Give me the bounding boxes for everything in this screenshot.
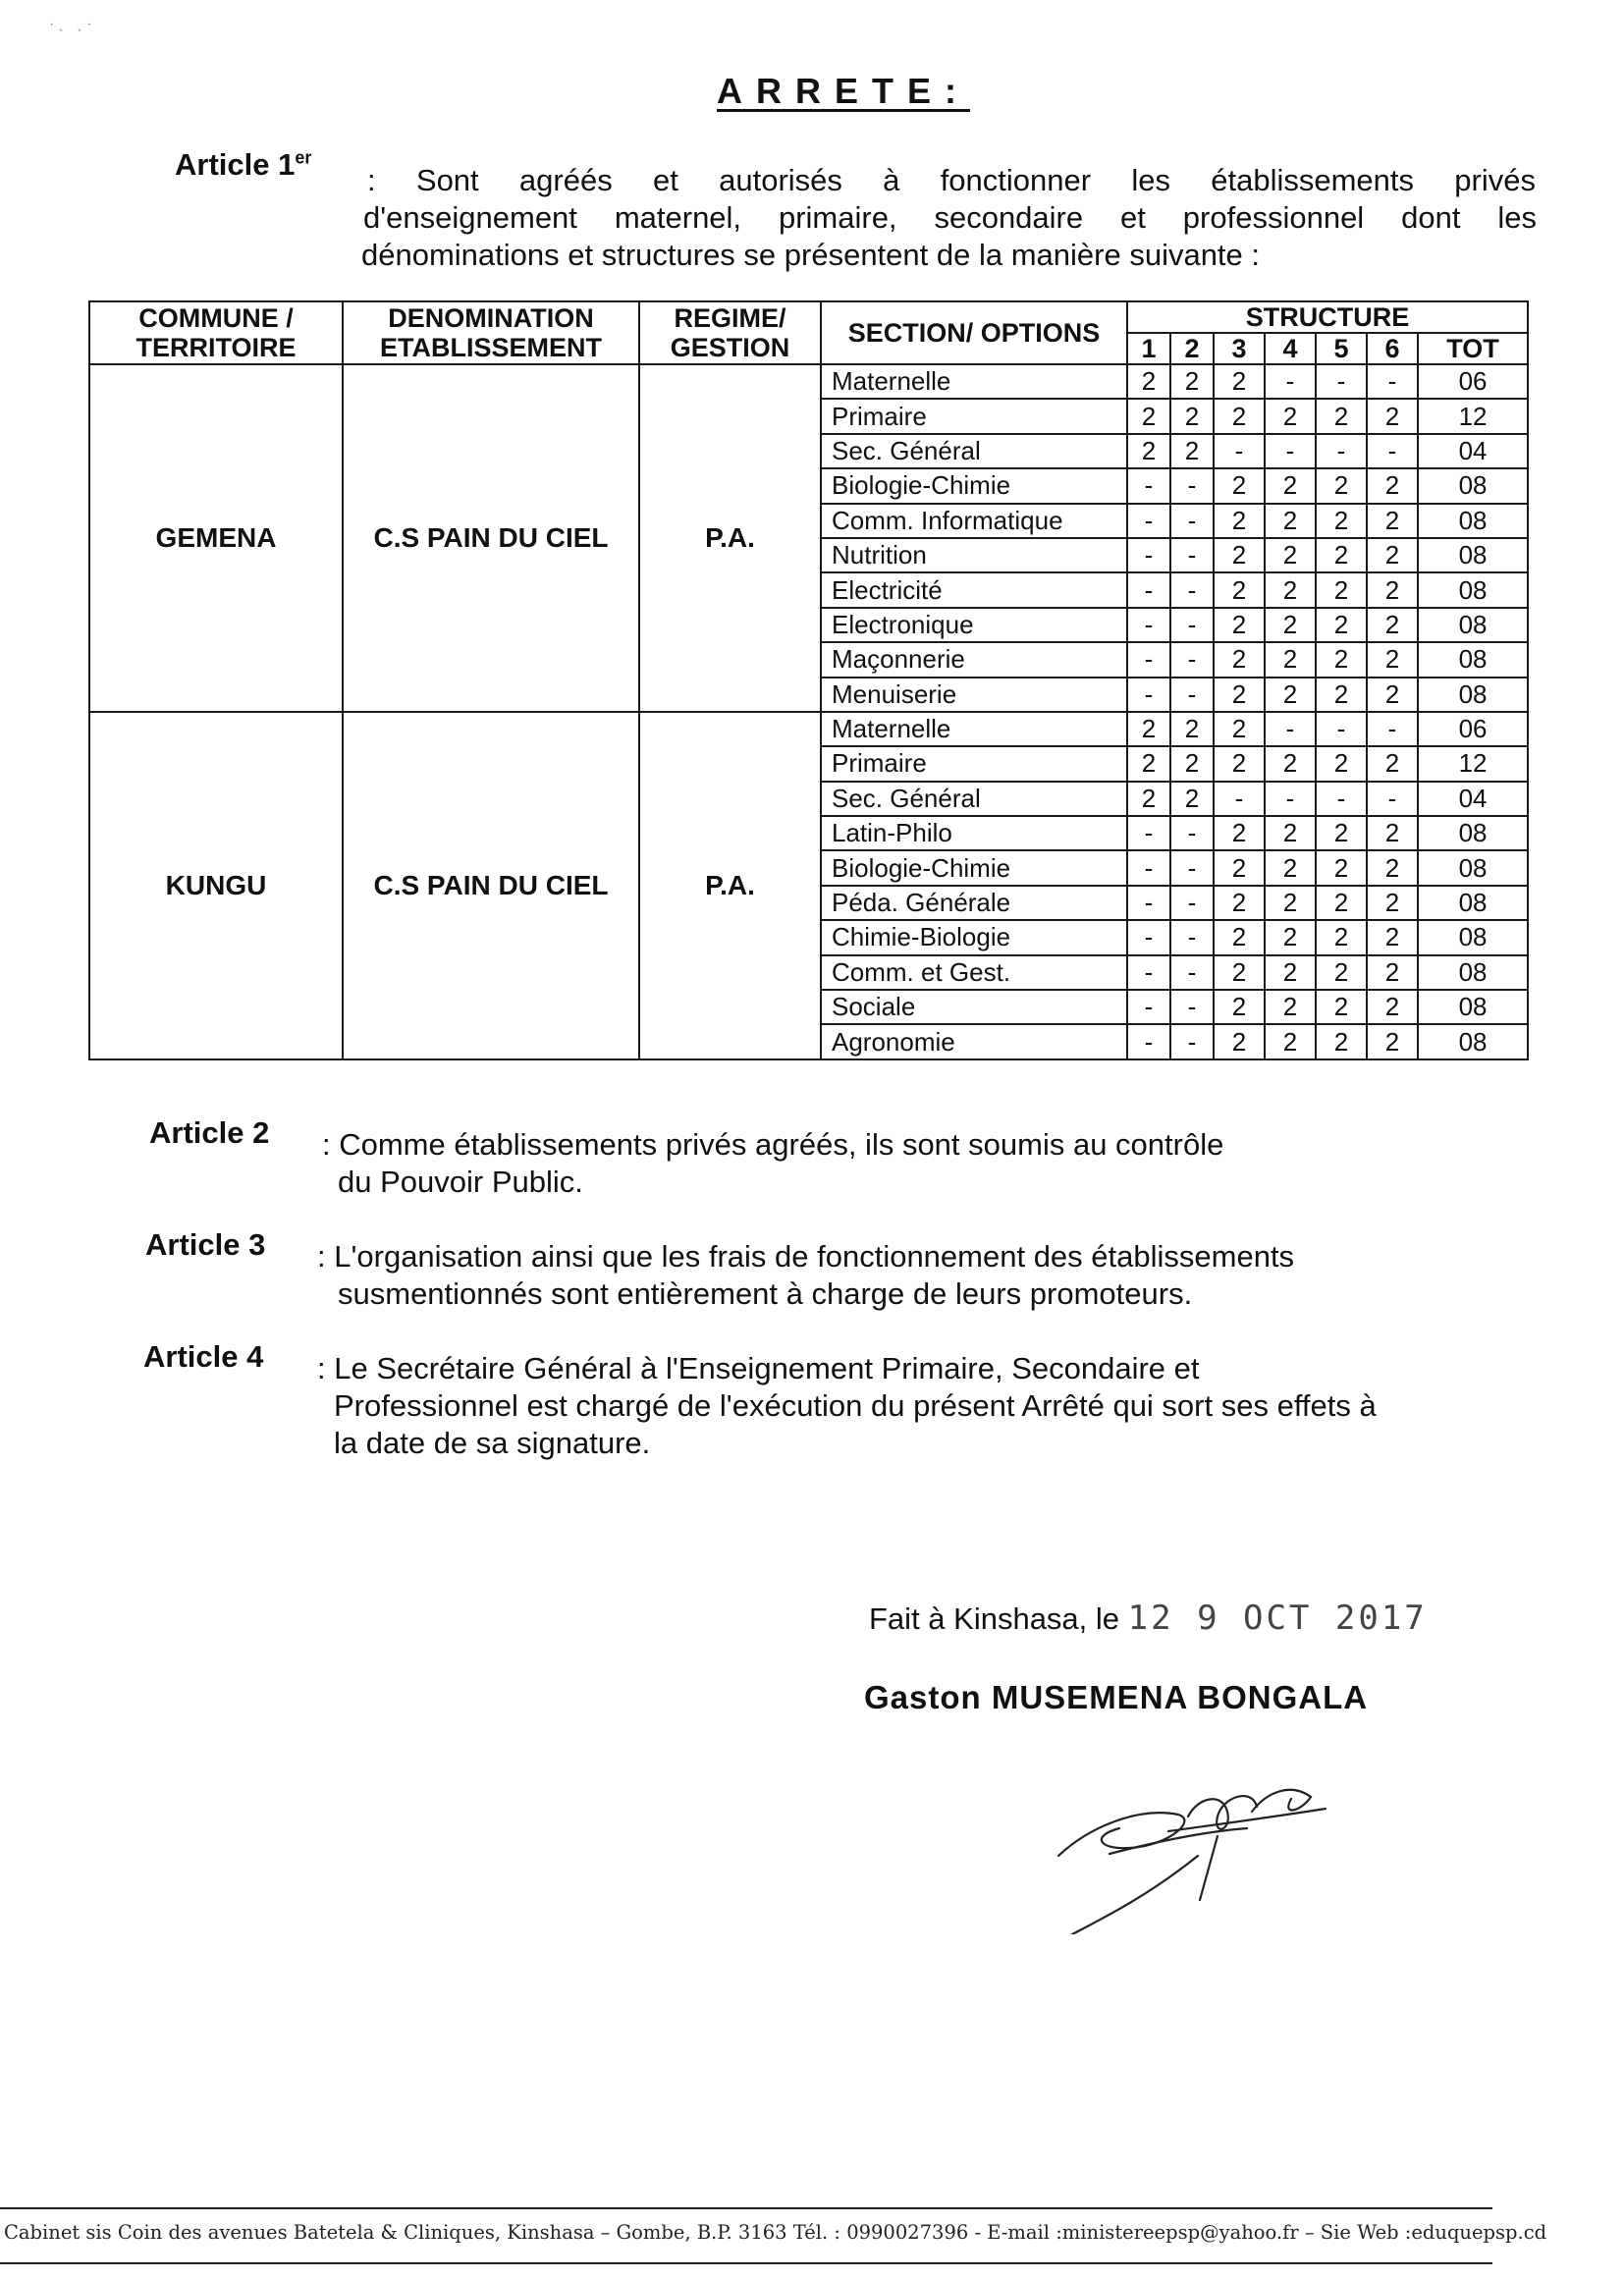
year-1-cell: - — [1127, 504, 1170, 538]
footer-rule-top — [0, 2207, 1492, 2209]
year-2-cell: - — [1170, 678, 1214, 712]
tot-cell: 08 — [1418, 572, 1528, 607]
year-4-cell: - — [1265, 782, 1316, 816]
year-2-cell: - — [1170, 572, 1214, 607]
year-4-cell: 2 — [1265, 990, 1316, 1024]
year-6-cell: 2 — [1367, 572, 1418, 607]
year-1-cell: 2 — [1127, 746, 1170, 781]
document-title: ARRETE: — [717, 71, 970, 111]
year-3-cell: 2 — [1214, 399, 1265, 433]
year-5-cell: - — [1316, 434, 1367, 468]
year-4-cell: 2 — [1265, 399, 1316, 433]
year-1-cell: 2 — [1127, 712, 1170, 746]
year-4-cell: - — [1265, 712, 1316, 746]
year-3-cell: 2 — [1214, 504, 1265, 538]
tot-cell: 08 — [1418, 816, 1528, 850]
tot-cell: 08 — [1418, 886, 1528, 920]
header-denomination: DENOMINATION ETABLISSEMENT — [343, 301, 639, 364]
year-5-cell: 2 — [1316, 504, 1367, 538]
year-2-cell: - — [1170, 642, 1214, 677]
article-3-label: Article 3 — [145, 1227, 266, 1262]
article-1-line-2: d'enseignement maternel, primaire, secondaire et professionnel dont les — [363, 200, 1537, 235]
article-1-line-1: : Sont agréés et autorisés à fonctionner les établissements privés — [367, 163, 1536, 197]
year-3-cell: 2 — [1214, 990, 1265, 1024]
year-4-cell: 2 — [1265, 955, 1316, 990]
table-row — [89, 712, 1528, 746]
year-5-cell: 2 — [1316, 572, 1367, 607]
year-3-cell: 2 — [1214, 886, 1265, 920]
year-1-cell: - — [1127, 955, 1170, 990]
year-1-cell: - — [1127, 678, 1170, 712]
footer-rule-bottom — [0, 2262, 1492, 2264]
tot-cell: 06 — [1418, 712, 1528, 746]
article-2-line-2: du Pouvoir Public. — [338, 1165, 583, 1199]
option-cell: Electricité — [821, 572, 1127, 607]
option-cell: Electronique — [821, 608, 1127, 642]
year-4-cell: 2 — [1265, 746, 1316, 781]
option-cell: Maçonnerie — [821, 642, 1127, 677]
etablissement-cell: C.S PAIN DU CIEL — [343, 364, 639, 712]
year-5-cell: 2 — [1316, 816, 1367, 850]
year-3-cell: 2 — [1214, 642, 1265, 677]
year-5-cell: 2 — [1316, 399, 1367, 433]
year-2-cell: - — [1170, 886, 1214, 920]
option-cell: Primaire — [821, 399, 1127, 433]
table-body — [89, 364, 1528, 1059]
tot-cell: 08 — [1418, 504, 1528, 538]
commune-cell: GEMENA — [89, 364, 343, 712]
year-3-cell: - — [1214, 782, 1265, 816]
article-4-line-1: : Le Secrétaire Général à l'Enseignement Primaire, Secondaire et — [317, 1351, 1200, 1385]
year-2-cell: - — [1170, 850, 1214, 885]
tot-cell: 12 — [1418, 399, 1528, 433]
option-cell: Comm. Informatique — [821, 504, 1127, 538]
year-2-cell: 2 — [1170, 399, 1214, 433]
year-1-cell: - — [1127, 990, 1170, 1024]
year-4-cell: - — [1265, 364, 1316, 399]
option-cell: Biologie-Chimie — [821, 468, 1127, 503]
year-2-cell: 2 — [1170, 712, 1214, 746]
option-cell: Maternelle — [821, 364, 1127, 399]
option-cell: Nutrition — [821, 538, 1127, 572]
year-4-cell: 2 — [1265, 816, 1316, 850]
article-3-line-2: susmentionnés sont entièrement à charge de leurs promoteurs. — [338, 1276, 1193, 1311]
option-cell: Péda. Générale — [821, 886, 1127, 920]
tot-cell: 08 — [1418, 538, 1528, 572]
year-3-cell: 2 — [1214, 955, 1265, 990]
tot-cell: 08 — [1418, 642, 1528, 677]
option-cell: Maternelle — [821, 712, 1127, 746]
year-2-cell: - — [1170, 990, 1214, 1024]
regime-cell: P.A. — [639, 364, 821, 712]
footer-address: Cabinet sis Coin des avenues Batetela & Cliniques, Kinshasa – Gombe, B.P. 3163 Tél. : 0990027396 - E-mail :ministereepsp@yahoo.fr – Sie Web :eduquepsp.cd — [4, 2221, 1547, 2244]
tot-cell: 08 — [1418, 608, 1528, 642]
year-4-cell: 2 — [1265, 920, 1316, 954]
year-6-cell: 2 — [1367, 746, 1418, 781]
year-5-cell: 2 — [1316, 642, 1367, 677]
year-3-cell: 2 — [1214, 538, 1265, 572]
year-3-cell: 2 — [1214, 572, 1265, 607]
year-5-cell: 2 — [1316, 990, 1367, 1024]
tot-cell: 04 — [1418, 782, 1528, 816]
year-1-cell: - — [1127, 642, 1170, 677]
year-6-cell: 2 — [1367, 886, 1418, 920]
year-5-cell: 2 — [1316, 850, 1367, 885]
tot-cell: 04 — [1418, 434, 1528, 468]
article-1-label-text: Article 1 — [175, 147, 296, 182]
year-6-cell: 2 — [1367, 538, 1418, 572]
header-tot: TOT — [1418, 333, 1528, 364]
header-year-6: 6 — [1367, 333, 1418, 364]
article-4-label: Article 4 — [143, 1339, 264, 1374]
year-3-cell: - — [1214, 434, 1265, 468]
scan-speck: · ˎ ˎ · — [49, 16, 92, 32]
header-structure: STRUCTURE — [1127, 301, 1528, 333]
signer-name: Gaston MUSEMENA BONGALA — [864, 1679, 1369, 1715]
tot-cell: 08 — [1418, 850, 1528, 885]
year-3-cell: 2 — [1214, 1024, 1265, 1059]
year-5-cell: 2 — [1316, 955, 1367, 990]
year-1-cell: 2 — [1127, 782, 1170, 816]
year-6-cell: 2 — [1367, 816, 1418, 850]
option-cell: Menuiserie — [821, 678, 1127, 712]
tot-cell: 12 — [1418, 746, 1528, 781]
year-6-cell: - — [1367, 434, 1418, 468]
year-1-cell: 2 — [1127, 399, 1170, 433]
year-2-cell: 2 — [1170, 364, 1214, 399]
year-6-cell: 2 — [1367, 920, 1418, 954]
year-2-cell: 2 — [1170, 746, 1214, 781]
article-2-label: Article 2 — [149, 1115, 270, 1150]
year-4-cell: 2 — [1265, 572, 1316, 607]
tot-cell: 08 — [1418, 955, 1528, 990]
year-1-cell: - — [1127, 850, 1170, 885]
article-1-label-sup: er — [295, 147, 312, 168]
regime-cell: P.A. — [639, 712, 821, 1059]
header-year-1: 1 — [1127, 333, 1170, 364]
year-5-cell: - — [1316, 712, 1367, 746]
year-2-cell: - — [1170, 955, 1214, 990]
year-1-cell: - — [1127, 1024, 1170, 1059]
year-1-cell: - — [1127, 608, 1170, 642]
year-5-cell: 2 — [1316, 886, 1367, 920]
year-2-cell: - — [1170, 816, 1214, 850]
year-2-cell: - — [1170, 1024, 1214, 1059]
header-year-4: 4 — [1265, 333, 1316, 364]
year-1-cell: - — [1127, 886, 1170, 920]
year-1-cell: 2 — [1127, 364, 1170, 399]
year-5-cell: - — [1316, 782, 1367, 816]
year-1-cell: - — [1127, 572, 1170, 607]
article-4-line-2: Professionnel est chargé de l'exécution du présent Arrêté qui sort ses effets à — [334, 1388, 1377, 1423]
article-1-label — [175, 147, 311, 183]
year-4-cell: 2 — [1265, 504, 1316, 538]
tot-cell: 08 — [1418, 920, 1528, 954]
year-2-cell: - — [1170, 608, 1214, 642]
year-4-cell: 2 — [1265, 850, 1316, 885]
option-cell: Agronomie — [821, 1024, 1127, 1059]
place-and-date — [869, 1599, 1428, 1638]
year-6-cell: 2 — [1367, 399, 1418, 433]
year-4-cell: 2 — [1265, 886, 1316, 920]
year-3-cell: 2 — [1214, 468, 1265, 503]
header-commune: COMMUNE / TERRITOIRE — [89, 301, 343, 364]
year-3-cell: 2 — [1214, 608, 1265, 642]
year-4-cell: - — [1265, 434, 1316, 468]
table-row — [89, 364, 1528, 399]
year-2-cell: - — [1170, 504, 1214, 538]
year-4-cell: 2 — [1265, 642, 1316, 677]
year-3-cell: 2 — [1214, 712, 1265, 746]
tot-cell: 06 — [1418, 364, 1528, 399]
year-6-cell: 2 — [1367, 504, 1418, 538]
tot-cell: 08 — [1418, 990, 1528, 1024]
establishments-table — [88, 300, 1529, 1060]
option-cell: Sociale — [821, 990, 1127, 1024]
tot-cell: 08 — [1418, 1024, 1528, 1059]
year-2-cell: - — [1170, 468, 1214, 503]
year-4-cell: 2 — [1265, 538, 1316, 572]
year-5-cell: 2 — [1316, 468, 1367, 503]
year-4-cell: 2 — [1265, 608, 1316, 642]
option-cell: Comm. et Gest. — [821, 955, 1127, 990]
year-4-cell: 2 — [1265, 468, 1316, 503]
year-3-cell: 2 — [1214, 678, 1265, 712]
year-5-cell: 2 — [1316, 746, 1367, 781]
year-5-cell: 2 — [1316, 678, 1367, 712]
year-1-cell: - — [1127, 468, 1170, 503]
header-year-5: 5 — [1316, 333, 1367, 364]
etablissement-cell: C.S PAIN DU CIEL — [343, 712, 639, 1059]
article-4-line-3: la date de sa signature. — [334, 1426, 651, 1460]
place-text: Fait à Kinshasa, le — [869, 1601, 1120, 1636]
year-6-cell: - — [1367, 782, 1418, 816]
year-1-cell: - — [1127, 538, 1170, 572]
year-1-cell: - — [1127, 816, 1170, 850]
year-6-cell: 2 — [1367, 608, 1418, 642]
year-1-cell: 2 — [1127, 434, 1170, 468]
year-6-cell: - — [1367, 364, 1418, 399]
year-6-cell: 2 — [1367, 990, 1418, 1024]
date-stamp: 12 9 OCT 2017 — [1127, 1599, 1428, 1638]
option-cell: Sec. Général — [821, 434, 1127, 468]
header-regime: REGIME/ GESTION — [639, 301, 821, 364]
article-1-line-3: dénominations et structures se présentent de la manière suivante : — [361, 238, 1261, 272]
year-6-cell: - — [1367, 712, 1418, 746]
commune-cell: KUNGU — [89, 712, 343, 1059]
header-year-3: 3 — [1214, 333, 1265, 364]
option-cell: Sec. Général — [821, 782, 1127, 816]
option-cell: Biologie-Chimie — [821, 850, 1127, 885]
year-4-cell: 2 — [1265, 1024, 1316, 1059]
header-year-2: 2 — [1170, 333, 1214, 364]
tot-cell: 08 — [1418, 678, 1528, 712]
year-2-cell: 2 — [1170, 782, 1214, 816]
year-3-cell: 2 — [1214, 850, 1265, 885]
handwritten-signature — [1051, 1738, 1404, 1934]
year-6-cell: 2 — [1367, 850, 1418, 885]
tot-cell: 08 — [1418, 468, 1528, 503]
year-5-cell: 2 — [1316, 608, 1367, 642]
year-6-cell: 2 — [1367, 642, 1418, 677]
year-5-cell: - — [1316, 364, 1367, 399]
year-5-cell: 2 — [1316, 1024, 1367, 1059]
option-cell: Primaire — [821, 746, 1127, 781]
year-5-cell: 2 — [1316, 920, 1367, 954]
year-3-cell: 2 — [1214, 364, 1265, 399]
year-5-cell: 2 — [1316, 538, 1367, 572]
article-2-line-1: : Comme établissements privés agréés, ils sont soumis au contrôle — [322, 1127, 1224, 1162]
year-3-cell: 2 — [1214, 920, 1265, 954]
header-section: SECTION/ OPTIONS — [821, 301, 1127, 364]
year-1-cell: - — [1127, 920, 1170, 954]
year-2-cell: - — [1170, 538, 1214, 572]
year-3-cell: 2 — [1214, 816, 1265, 850]
year-3-cell: 2 — [1214, 746, 1265, 781]
year-2-cell: 2 — [1170, 434, 1214, 468]
year-6-cell: 2 — [1367, 1024, 1418, 1059]
article-3-line-1: : L'organisation ainsi que les frais de fonctionnement des établissements — [317, 1239, 1295, 1274]
year-6-cell: 2 — [1367, 468, 1418, 503]
year-4-cell: 2 — [1265, 678, 1316, 712]
option-cell: Latin-Philo — [821, 816, 1127, 850]
year-2-cell: - — [1170, 920, 1214, 954]
year-6-cell: 2 — [1367, 955, 1418, 990]
year-6-cell: 2 — [1367, 678, 1418, 712]
option-cell: Chimie-Biologie — [821, 920, 1127, 954]
